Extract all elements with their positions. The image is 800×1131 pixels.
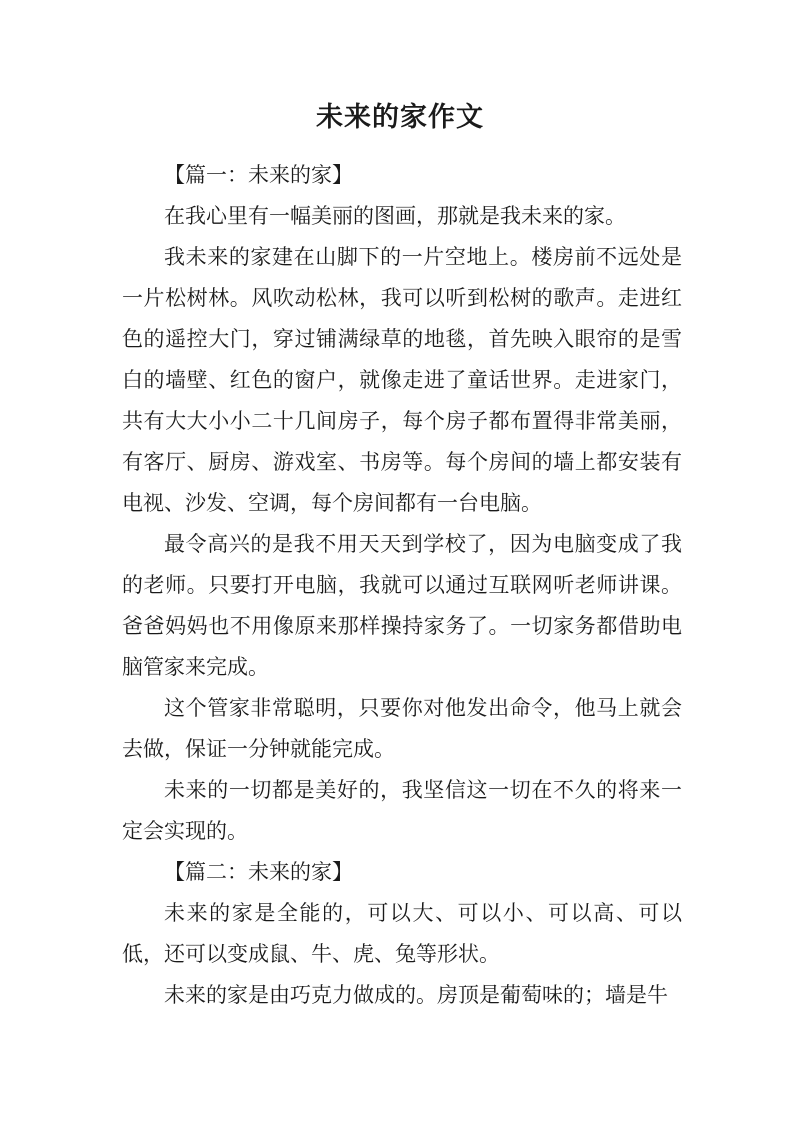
paragraph: 最令高兴的是我不用天天到学校了，因为电脑变成了我的老师。只要打开电脑，我就可以通过互联网听老师讲课。爸爸妈妈也不用像原来那样操持家务了。一切家务都借助电脑管家来完成。 — [122, 532, 682, 679]
section-heading-1: 【篇一：未来的家】 — [164, 163, 353, 187]
paragraph: 未来的一切都是美好的，我坚信这一切在不久的将来一定会实现的。 — [122, 778, 682, 843]
section-heading-2: 【篇二：未来的家】 — [164, 860, 353, 884]
paragraph: 在我心里有一幅美丽的图画，那就是我未来的家。 — [164, 204, 626, 228]
document-body — [122, 155, 682, 1016]
document-title: 未来的家作文 — [316, 102, 484, 133]
paragraph: 未来的家是全能的，可以大、可以小、可以高、可以低，还可以变成鼠、牛、虎、兔等形状。 — [122, 901, 682, 966]
paragraph: 我未来的家建在山脚下的一片空地上。楼房前不远处是一片松树林。风吹动松林，我可以听到松树的歌声。走进红色的遥控大门，穿过铺满绿草的地毯，首先映入眼帘的是雪白的墙壁、红色的窗户，就像走进了童话世界。走进家门，共有大大小小二十几间房子，每个房子都布置得非常美丽，有客厅、厨房、游戏室、书房等。每个房间的墙上都安装有电视、沙发、空调，每个房间都有一台电脑。 — [122, 245, 682, 515]
paragraph: 未来的家是由巧克力做成的。房顶是葡萄味的；墙是牛 — [164, 983, 668, 1007]
paragraph: 这个管家非常聪明，只要你对他发出命令，他马上就会去做，保证一分钟就能完成。 — [122, 696, 682, 761]
